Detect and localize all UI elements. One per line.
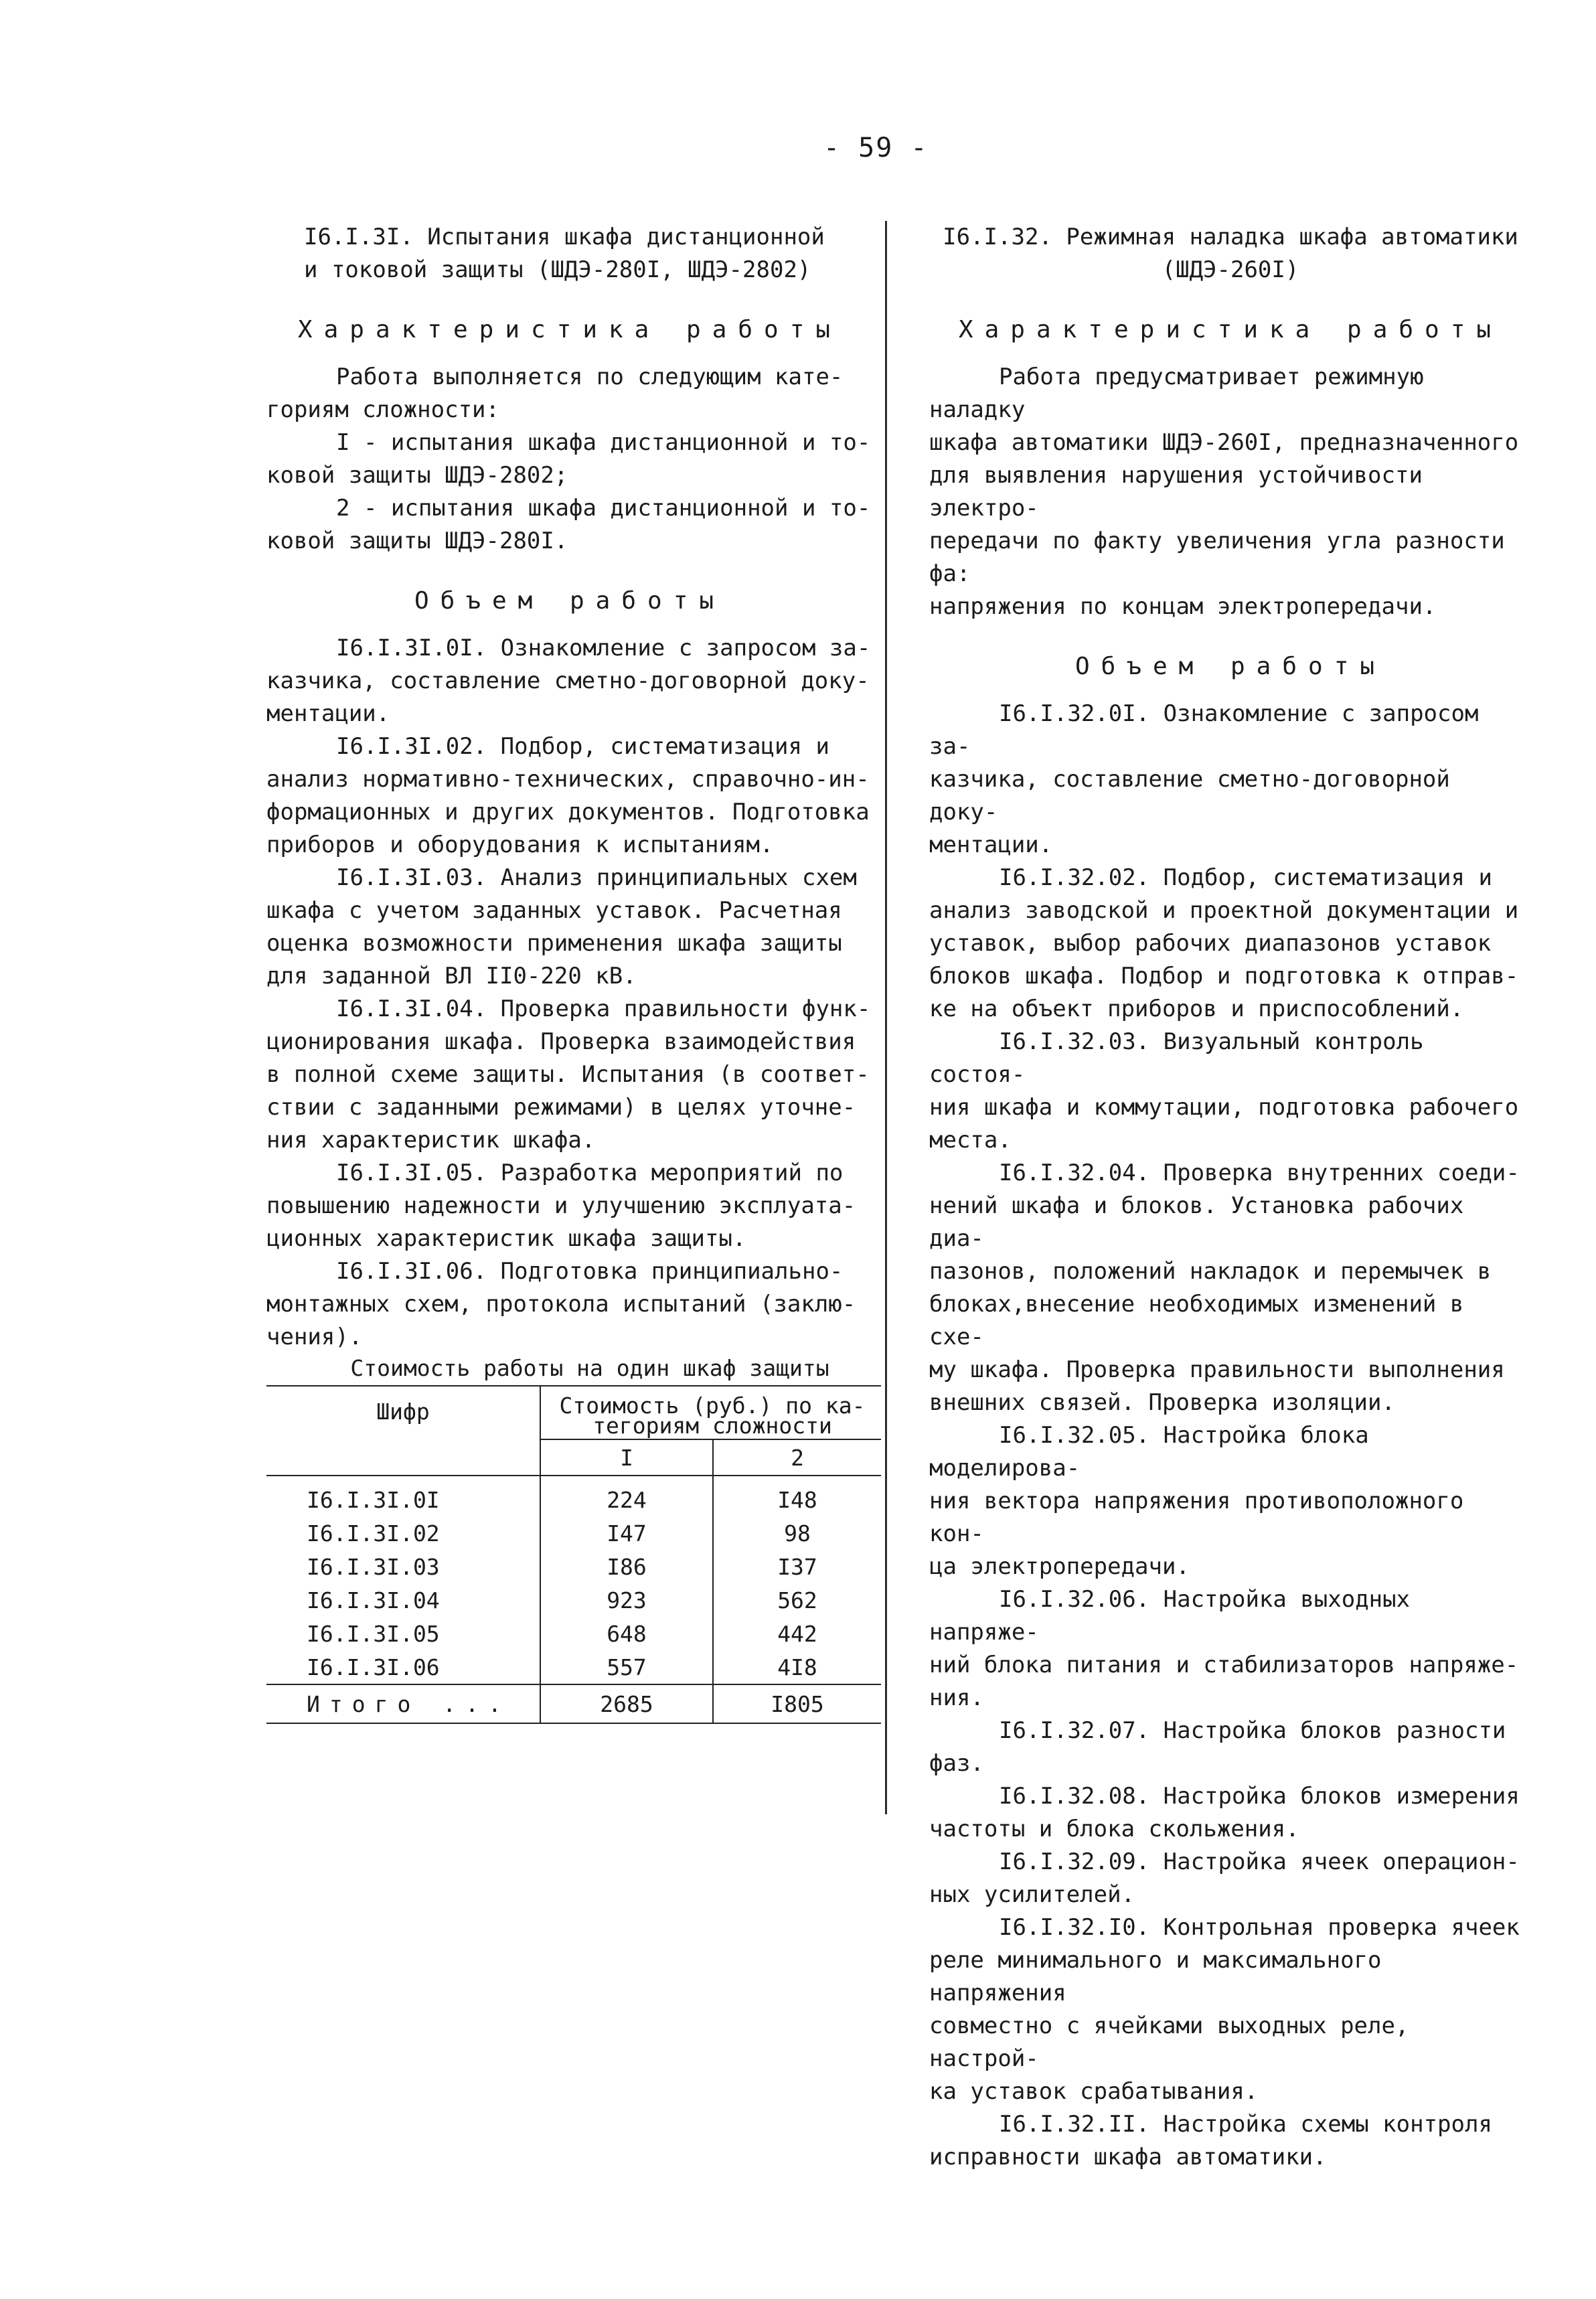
scope-item [929, 862, 1532, 1026]
text-line: казчика, составление сметно-договорной доку- [929, 766, 1450, 825]
total-label: Итого ... [266, 1684, 540, 1723]
scope-item [929, 1780, 1532, 1846]
code-cell: I6.I.3I.05 [266, 1617, 540, 1650]
text-line: I6.I.32.II. Настройка схемы контроля [999, 2111, 1492, 2138]
text-line: шкафа автоматики ШДЭ-260I, предназначенного [929, 429, 1519, 456]
code-cell: I6.I.3I.06 [266, 1650, 540, 1684]
text-line: анализ нормативно-технических, справочно-ин- [266, 766, 870, 793]
table-row [266, 1476, 881, 1516]
cost-cell: I48 [777, 1486, 817, 1513]
cost-cell: 562 [777, 1587, 817, 1613]
text-line: I6.I.32.I0. Контрольная проверка ячеек [999, 1914, 1520, 1941]
text-line: I6.I.32.06. Настройка выходных напряже- [929, 1586, 1411, 1646]
text-line: ния вектора напряжения противоположного кон- [929, 1488, 1464, 1547]
text-line: Работа выполняется по следующим кате- [336, 364, 844, 390]
text-line: I6.I.32.0I. Ознакомление с запросом за- [929, 700, 1479, 760]
title-line: (ШДЭ-260I) [1162, 256, 1299, 283]
cost-cell: 4I8 [777, 1654, 817, 1680]
table-row [266, 1550, 881, 1583]
scope-item [929, 2108, 1532, 2174]
scope-item [266, 1157, 873, 1255]
text-line: повышению надежности и улучшению эксплуата- [266, 1192, 856, 1219]
scope-item [266, 730, 873, 862]
text-line: места. [929, 1127, 1012, 1154]
scope-heading: Объем работы [1074, 653, 1386, 680]
text-line: I6.I.3I.05. Разработка мероприятий по [336, 1160, 844, 1186]
text-line: ний блока питания и стабилизаторов напряже- [929, 1652, 1519, 1678]
text-line: ментации. [266, 700, 390, 727]
text-line: му шкафа. Проверка правильности выполнения [929, 1356, 1505, 1383]
text-line: I6.I.32.09. Настройка ячеек операцион- [999, 1848, 1520, 1875]
text-line: для выявления нарушения устойчивости электро- [929, 462, 1423, 522]
code-cell: I6.I.3I.04 [266, 1583, 540, 1617]
text-line: гориям сложности: [266, 396, 499, 423]
text-line: I6.I.32.05. Настройка блока моделирова- [929, 1422, 1369, 1482]
scope-item [929, 1419, 1532, 1583]
title-line: I6.I.3I. Испытания шкафа дистанционной [304, 224, 825, 250]
scope-item [929, 698, 1532, 862]
characteristic-text [266, 361, 873, 558]
text-line: анализ заводской и проектной документации и [929, 897, 1519, 924]
text-line: пазонов, положений накладок и перемычек в [929, 1258, 1492, 1285]
scope-item [929, 1846, 1532, 1911]
text-line: чения). [266, 1324, 363, 1350]
scope-item [266, 993, 873, 1157]
page-number: - 59 - [823, 133, 929, 163]
cost-cell: 923 [540, 1583, 713, 1617]
scope-items [266, 632, 873, 1354]
text-line: I - испытания шкафа дистанционной и то- [336, 429, 871, 456]
text-line: приборов и оборудования к испытаниям. [266, 831, 774, 858]
text-line: ка уставок срабатывания. [929, 2078, 1259, 2105]
cost-cell: I86 [540, 1550, 713, 1583]
text-line: ствии с заданными режимами) в целях уточне- [266, 1094, 856, 1121]
text-line: ных усилителей. [929, 1881, 1135, 1908]
code-cell: I6.I.3I.02 [266, 1516, 540, 1550]
title-line: и токовой защиты (ШДЭ-280I, ШДЭ-2802) [304, 256, 811, 283]
header-cost-line: тегориям сложности [592, 1413, 832, 1439]
text-line: фаз. [929, 1750, 984, 1777]
right-column [929, 221, 1532, 2174]
text-line: внешних связей. Проверка изоляции. [929, 1389, 1395, 1416]
text-line: Работа предусматривает режимную наладку [929, 364, 1424, 423]
text-line: ционирования шкафа. Проверка взаимодействия [266, 1028, 856, 1055]
text-line: напряжения по концам электропередачи. [929, 593, 1437, 620]
text-line: I6.I.3I.03. Анализ принципиальных схем [336, 864, 857, 891]
cost-cell: I47 [540, 1516, 713, 1550]
total-cell: 2685 [540, 1684, 713, 1723]
text-line: шкафа с учетом заданных уставок. Расчетная [266, 897, 842, 924]
text-line: I6.I.32.03. Визуальный контроль состоя- [929, 1028, 1424, 1088]
section-title-16-1-32 [929, 221, 1532, 287]
text-line: ковой защиты ШДЭ-2802; [266, 462, 568, 489]
text-line: ке на объект приборов и приспособлений. [929, 996, 1464, 1022]
text-line: частоты и блока скольжения. [929, 1816, 1299, 1842]
text-line: I6.I.3I.04. Проверка правильности функ- [336, 996, 871, 1022]
text-line: ния характеристик шкафа. [266, 1127, 596, 1154]
header-category-1: I [540, 1439, 713, 1476]
section-title-16-1-31 [266, 221, 873, 287]
cost-cell: 98 [784, 1520, 811, 1547]
table-row [266, 1617, 881, 1650]
header-cost [540, 1386, 881, 1439]
code-cell: I6.I.3I.0I [266, 1476, 540, 1516]
left-column [266, 221, 873, 1724]
text-line: I6.I.32.04. Проверка внутренних соеди- [999, 1160, 1520, 1186]
cost-table [266, 1385, 881, 1724]
text-line: I6.I.3I.0I. Ознакомление с запросом за- [336, 635, 871, 661]
header-category-2: 2 [713, 1439, 881, 1476]
text-line: ковой защиты ШДЭ-280I. [266, 528, 568, 554]
text-line: ца электропередачи. [929, 1553, 1190, 1580]
cost-table-caption: Стоимость работы на один шкаф защиты [350, 1355, 829, 1381]
characteristic-heading: Характеристика работы [958, 316, 1503, 343]
text-line: I6.I.3I.02. Подбор, систематизация и [336, 733, 829, 760]
text-line: нений шкафа и блоков. Установка рабочих диа- [929, 1192, 1464, 1252]
header-code: Шифр [266, 1386, 540, 1476]
text-line: I6.I.32.08. Настройка блоков измерения [999, 1783, 1520, 1810]
text-line: 2 - испытания шкафа дистанционной и то- [336, 495, 871, 522]
cost-cell: I37 [777, 1553, 817, 1580]
cost-cell: 224 [540, 1476, 713, 1516]
table-row [266, 1516, 881, 1550]
table-row [266, 1583, 881, 1617]
text-line: реле минимального и максимального напряжения [929, 1947, 1382, 2006]
scope-heading: Объем работы [414, 587, 726, 615]
text-line: блоков шкафа. Подбор и подготовка к отправ- [929, 963, 1519, 989]
total-cell: I805 [713, 1684, 881, 1723]
text-line: ментации. [929, 831, 1053, 858]
text-line: I6.I.32.07. Настройка блоков разности [999, 1717, 1506, 1744]
text-line: ционных характеристик шкафа защиты. [266, 1225, 746, 1252]
characteristic-heading: Характеристика работы [297, 316, 842, 343]
total-row [266, 1684, 881, 1723]
text-line: исправности шкафа автоматики. [929, 2144, 1327, 2170]
text-line: уставок, выбор рабочих диапазонов уставок [929, 930, 1492, 957]
cost-cell: 648 [540, 1617, 713, 1650]
title-line: I6.I.32. Режимная наладка шкафа автоматики [943, 224, 1518, 250]
text-line: оценка возможности применения шкафа защиты [266, 930, 842, 957]
text-line: передачи по факту увеличения угла разности фа: [929, 528, 1505, 587]
text-line: I6.I.3I.06. Подготовка принципиально- [336, 1258, 844, 1285]
scope-item [266, 1255, 873, 1354]
scope-item [929, 1583, 1532, 1715]
scope-item [266, 632, 873, 730]
header-cost-line: Стоимость (руб.) по ка- [559, 1393, 866, 1419]
scope-item [266, 862, 873, 993]
code-cell: I6.I.3I.03 [266, 1550, 540, 1583]
scope-item [929, 1715, 1532, 1780]
cost-cell: 442 [777, 1620, 817, 1647]
text-line: формационных и других документов. Подготовка [266, 799, 870, 825]
text-line: совместно с ячейками выходных реле, настрой- [929, 2012, 1409, 2072]
text-line: блоках,внесение необходимых изменений в схе- [929, 1291, 1464, 1350]
text-line: I6.I.32.02. Подбор, систематизация и [999, 864, 1492, 891]
text-line: ния шкафа и коммутации, подготовка рабочего [929, 1094, 1519, 1121]
table-row [266, 1650, 881, 1684]
text-line: для заданной ВЛ II0-220 кВ. [266, 963, 637, 989]
cost-cell: 557 [540, 1650, 713, 1684]
scope-items [929, 698, 1532, 2174]
column-divider [885, 221, 887, 1814]
scope-item [929, 1911, 1532, 2108]
text-line: казчика, составление сметно-договорной доку- [266, 667, 870, 694]
scope-item [929, 1026, 1532, 1157]
characteristic-text [929, 361, 1532, 623]
text-line: монтажных схем, протокола испытаний (заклю- [266, 1291, 856, 1318]
text-line: в полной схеме защиты. Испытания (в соответ- [266, 1061, 870, 1088]
text-line: ния. [929, 1684, 984, 1711]
scope-item [929, 1157, 1532, 1419]
